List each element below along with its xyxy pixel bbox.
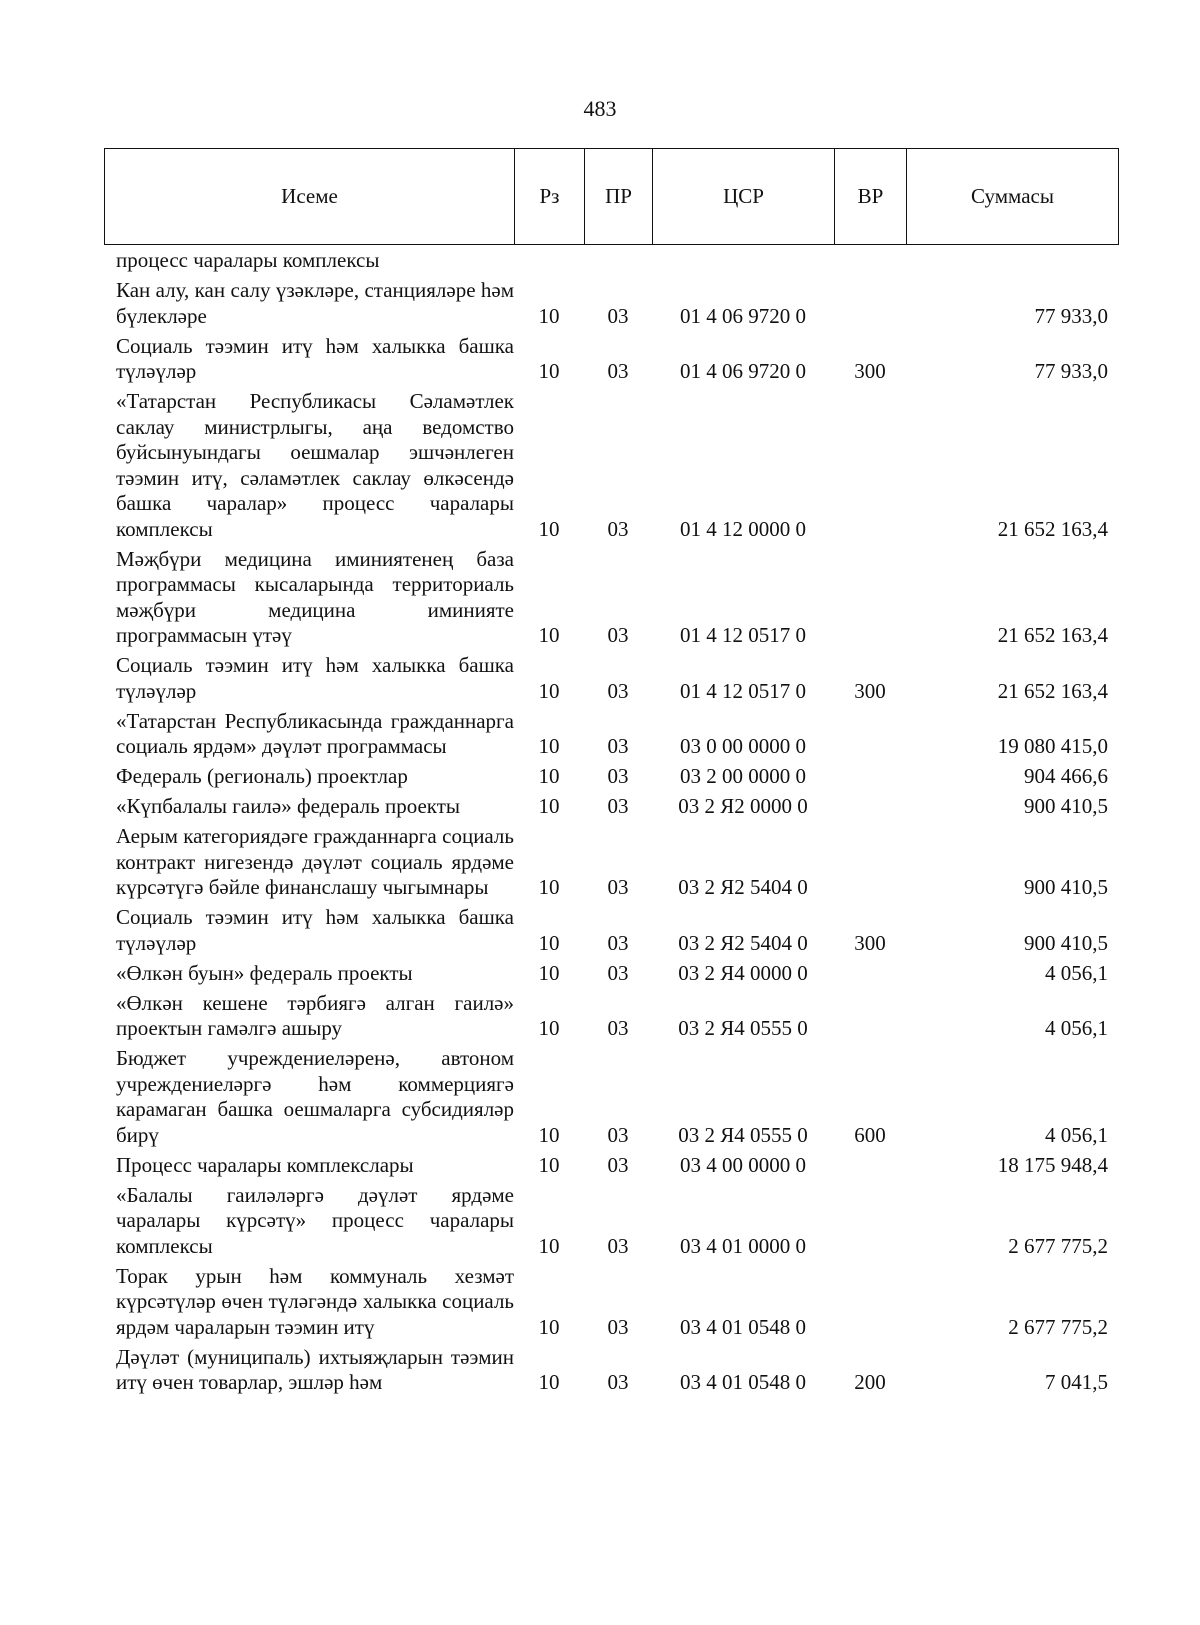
row-vr: 300 (854, 678, 886, 703)
row-pr: 03 (607, 623, 629, 647)
table-row (104, 824, 1118, 901)
row-sum: 4 056,1 (1045, 1016, 1108, 1040)
row-rz: 10 (538, 1233, 560, 1258)
header-pr: ПР (585, 149, 653, 245)
row-csr: 03 2 Я4 0555 0 (678, 1122, 808, 1147)
table-row (104, 547, 1118, 649)
row-csr: 01 4 06 9720 0 (680, 303, 806, 328)
row-sum: 2 677 775,2 (1008, 1233, 1108, 1258)
table-row (104, 334, 1118, 385)
row-name: «Татарстан Республикасында гражданнарга социаль ярдәм» дәүләт программасы (116, 708, 514, 758)
row-rz: 10 (538, 960, 560, 985)
row-pr: 03 (607, 764, 629, 788)
row-vr: 200 (854, 1370, 886, 1394)
row-pr: 03 (607, 960, 629, 985)
header-sum: Суммасы (907, 149, 1119, 245)
row-sum: 21 652 163,4 (997, 516, 1108, 541)
table-row (104, 1153, 1118, 1179)
row-name: процесс чаралары комплексы (116, 248, 380, 272)
row-rz: 10 (538, 516, 560, 541)
header-name: Исеме (105, 149, 515, 245)
row-name: Федераль (региональ) проектлар (116, 764, 408, 788)
row-name: Социаль тәэмин итү һәм халыкка башка түләүләр (116, 653, 514, 703)
row-rz: 10 (538, 678, 560, 703)
row-pr: 03 (607, 303, 629, 328)
row-name: Бюджет учреждениеләренә, автоном учреждениеләргә һәм коммерциягә карамаган башка оешмаларга субсидияләр бирү (116, 1046, 514, 1147)
row-name: «Күпбалалы гаилә» федераль проекты (116, 794, 460, 818)
table-row (104, 1046, 1118, 1148)
row-csr: 01 4 12 0517 0 (680, 678, 806, 703)
header-csr: ЦСР (653, 149, 835, 245)
row-rz: 10 (538, 1122, 560, 1147)
row-rz: 10 (538, 1314, 560, 1339)
table-row (104, 991, 1118, 1042)
row-csr: 03 4 01 0548 0 (680, 1314, 806, 1339)
row-name: Торак урын һәм коммуналь хезмәт күрсәтүләр өчен түләгәндә халыкка социаль ярдәм чараларын тәэмин итү (116, 1263, 514, 1339)
row-csr: 03 2 Я4 0555 0 (678, 1016, 808, 1040)
row-csr: 01 4 06 9720 0 (680, 359, 806, 383)
row-name: «Өлкән кешене тәрбиягә алган гаилә» проектын гамәлгә ашыру (116, 990, 514, 1040)
row-csr: 03 4 01 0548 0 (680, 1370, 806, 1394)
row-vr: 600 (854, 1122, 886, 1147)
row-sum: 7 041,5 (1045, 1370, 1108, 1394)
row-name: Процесс чаралары комплекслары (116, 1152, 414, 1177)
table-row (104, 248, 1118, 274)
page-number: 483 (583, 96, 617, 121)
row-rz: 10 (538, 734, 560, 758)
row-rz: 10 (538, 875, 560, 899)
row-csr: 03 4 01 0000 0 (680, 1233, 806, 1258)
header-rz: Рз (515, 149, 585, 245)
row-pr: 03 (607, 875, 629, 899)
row-sum: 77 933,0 (1034, 359, 1108, 383)
table-row (104, 1345, 1118, 1396)
row-name: Мәҗбүри медицина иминиятенең база программасы кысаларында территориаль мәҗбүри медицина иминияте программасын үтәү (116, 546, 514, 647)
row-csr: 01 4 12 0000 0 (680, 516, 806, 541)
row-pr: 03 (607, 1314, 629, 1339)
row-rz: 10 (538, 359, 560, 383)
row-rz: 10 (538, 794, 560, 818)
row-csr: 03 4 00 0000 0 (680, 1152, 806, 1177)
row-sum: 900 410,5 (1024, 875, 1108, 899)
table-header (104, 148, 1119, 245)
row-sum: 21 652 163,4 (997, 678, 1108, 703)
row-sum: 77 933,0 (1034, 303, 1108, 328)
table-body (104, 248, 1118, 1400)
row-name: Кан алу, кан салу үзәкләре, станцияләре һәм бүлекләре (116, 278, 514, 328)
row-pr: 03 (607, 1016, 629, 1040)
row-csr: 03 2 Я2 5404 0 (678, 875, 808, 899)
row-csr: 03 2 00 0000 0 (680, 764, 806, 788)
table-row (104, 764, 1118, 790)
table-row (104, 961, 1118, 987)
row-pr: 03 (607, 1122, 629, 1147)
row-sum: 19 080 415,0 (997, 734, 1108, 758)
table-row (104, 709, 1118, 760)
row-rz: 10 (538, 764, 560, 788)
row-rz: 10 (538, 623, 560, 647)
table-row (104, 1264, 1118, 1341)
row-rz: 10 (538, 303, 560, 328)
row-csr: 01 4 12 0517 0 (680, 623, 806, 647)
row-name: Социаль тәэмин итү һәм халыкка башка түләүләр (116, 333, 514, 383)
row-pr: 03 (607, 678, 629, 703)
row-name: Социаль тәэмин итү һәм халыкка башка түләүләр (116, 905, 514, 955)
header-vr: ВР (835, 149, 907, 245)
row-pr: 03 (607, 734, 629, 758)
row-pr: 03 (607, 1152, 629, 1177)
row-rz: 10 (538, 1370, 560, 1394)
row-rz: 10 (538, 1152, 560, 1177)
row-sum: 4 056,1 (1045, 960, 1108, 985)
table-row (104, 278, 1118, 329)
row-csr: 03 0 00 0000 0 (680, 734, 806, 758)
row-name: «Балалы гаиләләргә дәүләт ярдәме чаралары күрсәтү» процесс чаралары комплексы (116, 1182, 514, 1258)
row-vr: 300 (854, 930, 886, 955)
row-name: «Өлкән буын» федераль проекты (116, 960, 413, 985)
row-sum: 904 466,6 (1024, 764, 1108, 788)
row-pr: 03 (607, 516, 629, 541)
table-row (104, 905, 1118, 956)
table-row (104, 794, 1118, 820)
row-sum: 900 410,5 (1024, 930, 1108, 955)
row-csr: 03 2 Я2 0000 0 (678, 794, 808, 818)
table-row (104, 389, 1118, 542)
table-row (104, 653, 1118, 704)
row-csr: 03 2 Я4 0000 0 (678, 960, 808, 985)
row-sum: 21 652 163,4 (997, 623, 1108, 647)
row-csr: 03 2 Я2 5404 0 (678, 930, 808, 955)
row-pr: 03 (607, 359, 629, 383)
row-rz: 10 (538, 1016, 560, 1040)
row-sum: 900 410,5 (1024, 794, 1108, 818)
row-pr: 03 (607, 794, 629, 818)
row-vr: 300 (854, 359, 886, 383)
row-name: Дәүләт (муниципаль) ихтыяҗларын тәэмин итү өчен товарлар, эшләр һәм (116, 1344, 514, 1394)
row-name: «Татарстан Республикасы Сәламәтлек саклау министрлыгы, аңа ведомство буйсынуындагы оешмалар эшчәнлеген тәэмин итү, сәламәтлек саклау өлкәсендә башка чаралар» процесс чаралары комплексы (116, 389, 514, 541)
row-pr: 03 (607, 1370, 629, 1394)
table-row (104, 1183, 1118, 1260)
row-name: Аерым категориядәге гражданнарга социаль контракт нигезендә дәүләт социаль ярдәме күрсәтүгә бәйле финанслашу чыгымнары (116, 824, 514, 899)
row-sum: 4 056,1 (1045, 1122, 1108, 1147)
row-sum: 18 175 948,4 (997, 1152, 1108, 1177)
row-pr: 03 (607, 930, 629, 955)
row-rz: 10 (538, 930, 560, 955)
row-sum: 2 677 775,2 (1008, 1314, 1108, 1339)
row-pr: 03 (607, 1233, 629, 1258)
